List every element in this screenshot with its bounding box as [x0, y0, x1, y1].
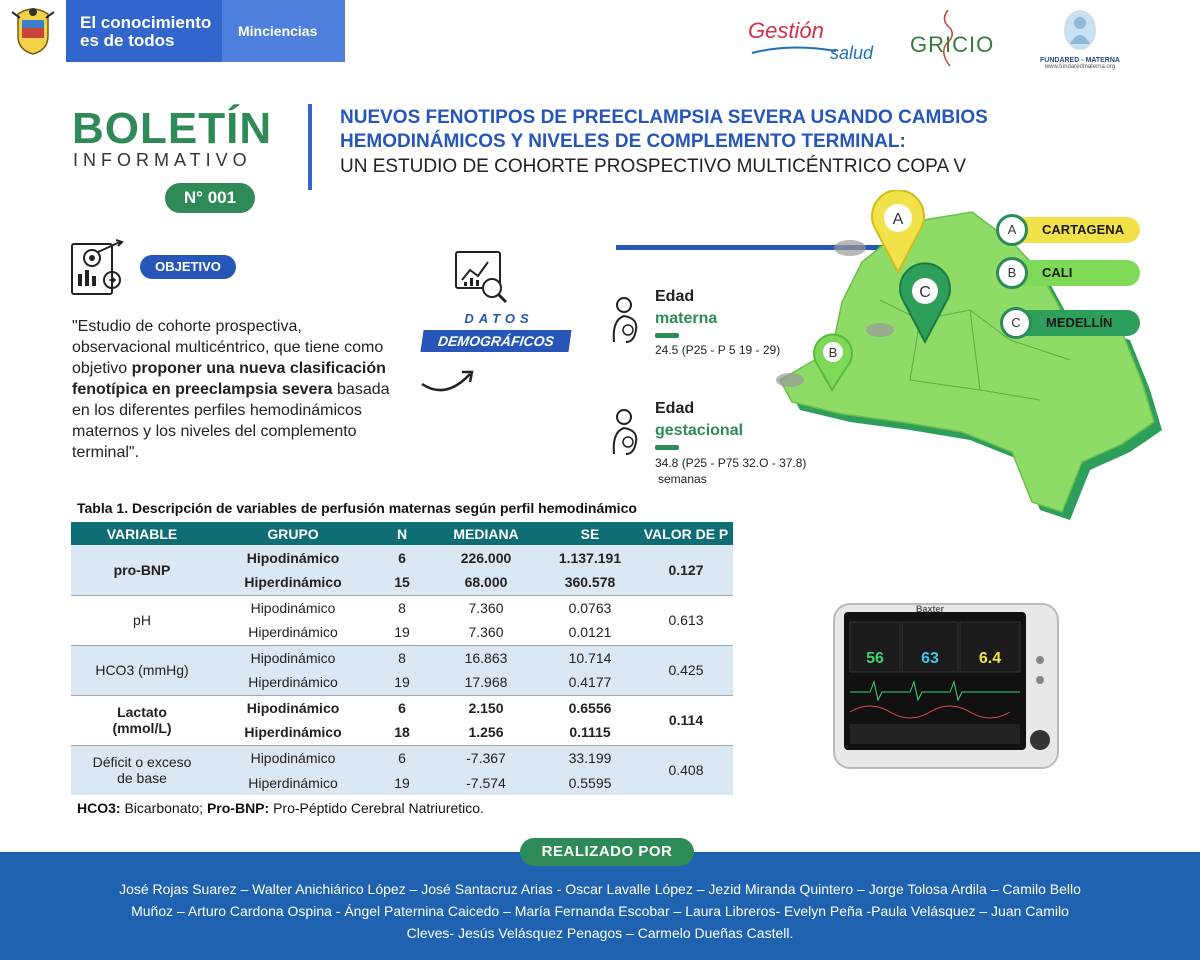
- table-header: SE: [541, 522, 639, 545]
- monitor-brand: Baxter: [915, 604, 945, 614]
- maternal-age-value: 24.5 (P25 - P 5 19 - 29): [655, 343, 781, 357]
- median-cell: 2.150: [431, 695, 541, 720]
- bulletin-title: BOLETÍN: [72, 104, 273, 153]
- n-cell: 6: [373, 695, 431, 720]
- title-divider: [308, 104, 312, 190]
- se-cell: 0.5595: [541, 770, 639, 795]
- group-cell: Hipodinámico: [213, 695, 373, 720]
- ministry-label: Minciencias: [222, 0, 345, 62]
- coat-of-arms-icon: [10, 6, 56, 56]
- p-value-cell: 0.114: [639, 695, 733, 745]
- city-name: CALI: [1010, 260, 1140, 286]
- bulletin-number-badge: N° 001: [165, 183, 255, 213]
- curved-arrow-icon: [418, 360, 478, 396]
- city-name: CARTAGENA: [1010, 217, 1140, 243]
- median-cell: 68.000: [431, 570, 541, 595]
- se-cell: 10.714: [541, 645, 639, 670]
- monitor-value-1: 56: [866, 650, 884, 667]
- gestational-age-value: 34.8 (P25 - P75 32.O - 37.8): [655, 456, 807, 470]
- objective-text-highlight: proponer una nueva clasificación fenotípica en preeclampsia severa: [72, 360, 386, 398]
- n-cell: 19: [394, 624, 410, 641]
- n-cell: 8: [373, 595, 431, 620]
- objective-label: OBJETIVO: [140, 255, 236, 279]
- city-letter: A: [996, 214, 1028, 246]
- group-cell: Hipodinámico: [213, 595, 373, 620]
- table-header: MEDIANA: [431, 522, 541, 545]
- se-cell: 0.6556: [541, 695, 639, 720]
- median-cell: 7.360: [468, 624, 504, 641]
- authors-label: REALIZADO POR: [520, 838, 694, 866]
- footnote-abbrev1: HCO3:: [77, 800, 121, 816]
- table-row: [71, 645, 733, 670]
- city-letter: B: [996, 257, 1028, 289]
- authors-line3: Cleves- Jesús Velásquez Penagos – Carmelo Dueñas Castell.: [406, 925, 794, 941]
- footnote-def2: Pro-Péptido Cerebral Natriuretico.: [269, 800, 484, 816]
- se-cell: 0.0763: [541, 595, 639, 620]
- se-cell: 1.137.191: [541, 545, 639, 570]
- gestational-age-bar: [655, 445, 679, 450]
- gov-slogan-line2: es de todos: [80, 31, 175, 50]
- gov-slogan: [66, 0, 222, 62]
- n-cell: 8: [373, 645, 431, 670]
- city-letter: C: [1000, 307, 1032, 339]
- group-cell: Hiperdinámico: [213, 770, 373, 795]
- se-cell: 0.4177: [541, 670, 639, 695]
- table-header-row: [71, 522, 733, 545]
- group-cell: Hiperdinámico: [213, 670, 373, 695]
- city-cali: [996, 260, 1140, 286]
- headline-line1: NUEVOS FENOTIPOS DE PREECLAMPSIA SEVERA USANDO CAMBIOS: [340, 107, 988, 128]
- variable-cell: pro-BNP: [71, 545, 213, 595]
- group-cell: Hipodinámico: [213, 545, 373, 570]
- n-cell: 6: [373, 745, 431, 770]
- mother-child-icon: [1058, 8, 1102, 52]
- n-cell: 15: [373, 570, 431, 595]
- median-cell: -7.367: [431, 745, 541, 770]
- se-cell: 0.1115: [569, 724, 611, 741]
- objective-target-icon: [68, 236, 132, 298]
- headline-line2: HEMODINÁMICOS Y NIVELES DE COMPLEMENTO TERMINAL:: [340, 131, 906, 152]
- salud-logo-text: salud: [830, 43, 874, 63]
- gestion-salud-logo: [748, 18, 878, 68]
- fundared-logo: [1030, 8, 1130, 68]
- svg-text:C: C: [919, 284, 931, 301]
- table-row: [71, 545, 733, 570]
- median-cell: 17.968: [431, 670, 541, 695]
- maternal-age-bar: [655, 333, 679, 338]
- n-cell: 6: [373, 545, 431, 570]
- se-cell: 360.578: [541, 570, 639, 595]
- government-header: [0, 0, 345, 62]
- median-cell: 16.863: [431, 645, 541, 670]
- pregnant-woman-icon: [606, 296, 646, 346]
- p-value-cell: 0.408: [639, 745, 733, 795]
- group-cell: Hipodinámico: [213, 745, 373, 770]
- n-cell: 18: [394, 724, 410, 741]
- demographics-label-line2: DEMOGRÁFICOS: [420, 330, 571, 352]
- perfusion-table: [71, 522, 733, 795]
- pregnant-woman-icon: [606, 408, 646, 458]
- gestational-age-unit: semanas: [658, 472, 707, 486]
- demographics-chart-icon: [454, 250, 510, 306]
- demographics-label-line1: DATOS: [464, 311, 534, 326]
- fundared-url: www.fundaredmaterna.org: [1044, 64, 1116, 70]
- p-value-cell: 0.613: [639, 595, 733, 645]
- group-cell: Hiperdinámico: [244, 724, 342, 741]
- city-medellin: [1000, 310, 1144, 336]
- group-cell: Hiperdinámico: [248, 624, 338, 641]
- table-header: GRUPO: [213, 522, 373, 545]
- gestational-age-label: Edad: [655, 400, 695, 417]
- table-header: VARIABLE: [71, 522, 213, 545]
- objective-text: [72, 316, 402, 463]
- variable-name-line2: (mmol/L): [112, 720, 172, 736]
- objective-text-part1: "Estudio de cohorte prospectiva, observacional multicéntrico, que tiene como objetivo: [72, 318, 384, 377]
- authors-line2: Muñoz – Arturo Cardona Ospina - Ángel Paternina Caicedo – María Fernanda Escobar – Laura Libreros- Evelyn Peña -Paula Velásquez – Juan Camilo: [131, 903, 1069, 919]
- n-cell: 19: [373, 770, 431, 795]
- svg-text:A: A: [892, 211, 904, 228]
- monitor-value-3: 6.4: [978, 650, 1002, 667]
- n-cell: 19: [373, 670, 431, 695]
- gricio-logo-text: GRICIO: [910, 32, 995, 57]
- city-name: MEDELLÍN: [1014, 310, 1140, 336]
- gestion-logo-text: Gestión: [748, 18, 824, 43]
- variable-name-line1: Lactato: [117, 704, 167, 720]
- table-header: VALOR DE P: [639, 522, 733, 545]
- footnote-abbrev2: Pro-BNP:: [206, 800, 270, 816]
- median-cell: 7.360: [431, 595, 541, 620]
- median-cell: 1.256: [468, 724, 504, 741]
- hemodynamic-monitor-image: [830, 600, 1062, 772]
- gov-slogan-line1: El conocimiento: [80, 13, 212, 32]
- variable-cell: pH: [71, 595, 213, 645]
- bulletin-subtitle: INFORMATIVO: [73, 150, 252, 170]
- city-cartagena: [996, 217, 1140, 243]
- svg-text:B: B: [828, 345, 838, 360]
- gestational-age-sublabel: gestacional: [655, 422, 744, 439]
- authors-list: [30, 878, 1170, 944]
- monitor-value-2: 63: [921, 650, 939, 667]
- fundared-logo-text: FUNDARED - MATERNA: [1040, 57, 1120, 64]
- headline-line3: UN ESTUDIO DE COHORTE PROSPECTIVO MULTICÉNTRICO COPA V: [340, 156, 967, 177]
- group-cell: Hipodinámico: [213, 645, 373, 670]
- median-cell: 226.000: [431, 545, 541, 570]
- footnote-def1: Bicarbonato;: [120, 800, 207, 816]
- variable-name-line1: Déficit o exceso: [92, 754, 192, 771]
- table-caption: Tabla 1. Descripción de variables de perfusión maternas según perfil hemodinámico: [77, 500, 637, 516]
- table-header: N: [373, 522, 431, 545]
- table-row: [71, 695, 733, 720]
- variable-name-line2: de base: [117, 770, 167, 787]
- maternal-age-label: Edad: [655, 288, 695, 305]
- swoosh-icon: [750, 43, 838, 57]
- group-cell: Hiperdinámico: [213, 570, 373, 595]
- median-cell: -7.574: [431, 770, 541, 795]
- table-row: [71, 595, 733, 620]
- authors-line1: José Rojas Suarez – Walter Anichiárico López – José Santacruz Arias - Oscar Lavalle López – Jezid Miranda Quintero – Jorge Tolosa Ardila – Camilo Bello: [119, 881, 1081, 897]
- table-footnote: [77, 800, 484, 816]
- p-value-cell: 0.127: [639, 545, 733, 595]
- headline: [340, 106, 1060, 180]
- gricio-logo: [908, 10, 995, 70]
- objective-text-part2: basada en los diferentes perfiles hemodinámicos maternos y los niveles del complemento terminal".: [72, 381, 390, 461]
- maternal-age-sublabel: materna: [655, 310, 718, 327]
- variable-cell: [71, 695, 213, 745]
- se-cell: 33.199: [541, 745, 639, 770]
- p-value-cell: 0.425: [639, 645, 733, 695]
- variable-cell: [71, 745, 213, 795]
- se-cell: 0.0121: [568, 624, 612, 641]
- variable-cell: HCO3 (mmHg): [71, 645, 213, 695]
- table-row: [71, 745, 733, 770]
